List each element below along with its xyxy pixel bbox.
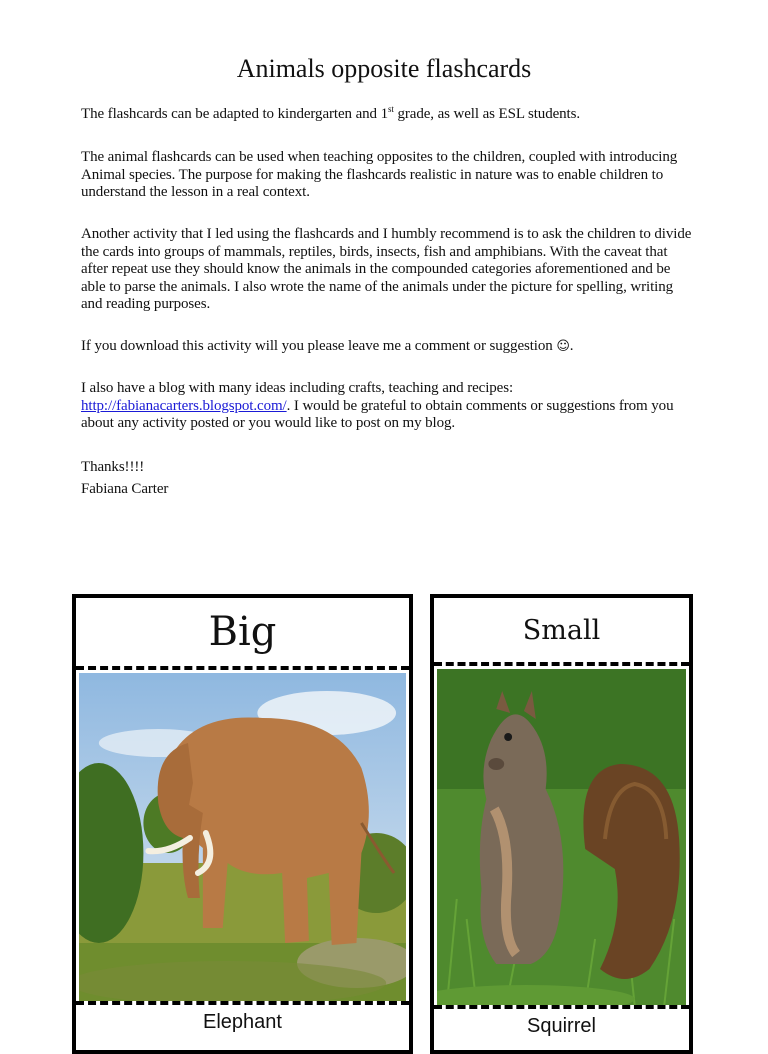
signature-block [81, 456, 693, 500]
flashcard-small [430, 594, 693, 1054]
flashcard-big [72, 594, 413, 1054]
intro-paragraph: The flashcards can be adapted to kindergarten and 1st grade, as well as ESL students. [81, 104, 581, 122]
elephant-photo [79, 673, 406, 1001]
blog-paragraph: I also have a blog with many ideas including crafts, teaching and recipes: http://fabianacarters.blogspot.com/. I would be grateful to obtain comments or suggestions from you about any activity posted or you would like to post on my blog. [81, 380, 674, 431]
document-title: Animals opposite flashcards [236, 54, 532, 83]
author-name: Fabiana Carter [81, 481, 169, 497]
flashcard-caption: Squirrel [434, 1005, 689, 1038]
thanks-text: Thanks!!!! [81, 459, 145, 475]
blog-link[interactable]: http://fabianacarters.blogspot.com/ [81, 397, 287, 414]
comment-request-paragraph: If you download this activity will you please leave me a comment or suggestion ☺. [81, 338, 574, 354]
flashcard-heading: Big [76, 598, 409, 670]
activity-paragraph: Another activity that I led using the flashcards and I humbly recommend is to ask the children to divide the cards into groups of mammals, reptiles, birds, insects, fish and amphibians. With the caveat that after repeat use they should know the animals in the compounded categories aforementioned and be able to parse the animals. I also wrote the name of the animals under the picture for spelling, writing and reading purposes. [81, 226, 692, 312]
flashcard-heading: Small [434, 598, 689, 666]
smiley-icon: ☺ [556, 339, 570, 354]
usage-paragraph: The animal flashcards can be used when teaching opposites to the children, coupled with introducing Animal species. The purpose for making the flashcards realistic in nature was to enable children to understand the lesson in a real context. [81, 149, 678, 200]
squirrel-photo [437, 669, 686, 1005]
flashcard-caption: Elephant [76, 1001, 409, 1034]
